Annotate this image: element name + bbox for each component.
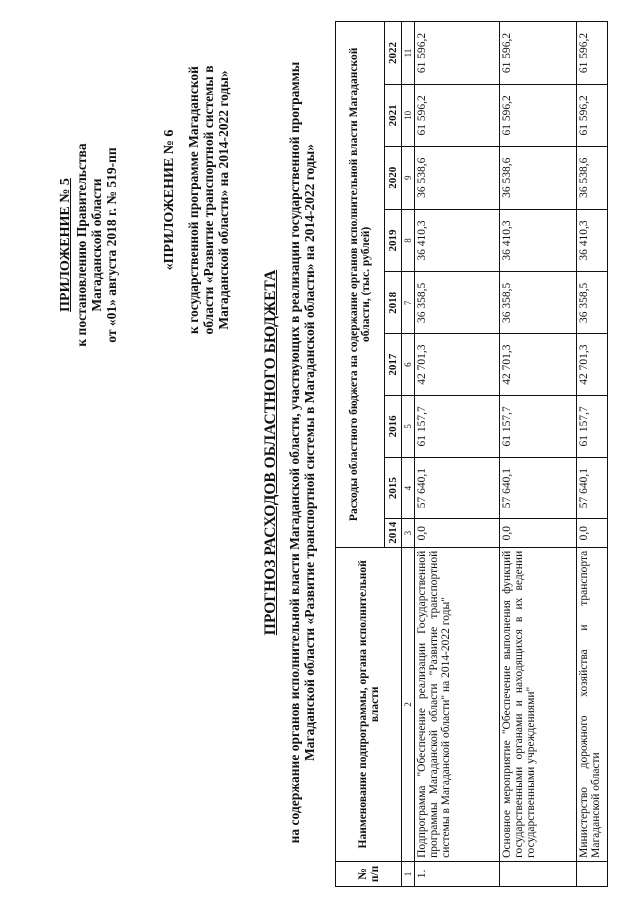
row-value: 0,0 — [500, 519, 577, 547]
appendix-6-body: к государственной программе Магаданской области «Развитие транспортной системы в Магаданской области» на 2014-2022 годы» — [186, 65, 231, 335]
row-value: 57 640,1 — [500, 457, 577, 519]
row-value: 61 157,7 — [577, 395, 608, 457]
row-value: 36 538,6 — [500, 146, 577, 209]
row-value: 61 596,2 — [415, 85, 500, 147]
row-num — [577, 861, 608, 886]
year-header: 2019 — [385, 209, 402, 272]
row-value: 61 596,2 — [500, 85, 577, 147]
header-num: № п/п — [336, 861, 402, 886]
column-index: 2 — [402, 547, 415, 861]
year-header: 2014 — [385, 519, 402, 547]
year-header: 2020 — [385, 146, 402, 209]
column-index: 11 — [402, 22, 415, 85]
row-value: 36 358,5 — [500, 272, 577, 334]
column-index: 10 — [402, 85, 415, 147]
column-index: 7 — [402, 272, 415, 334]
row-value: 0,0 — [415, 519, 500, 547]
year-header: 2022 — [385, 22, 402, 85]
row-value: 0,0 — [577, 519, 608, 547]
row-value: 42 701,3 — [415, 334, 500, 396]
row-value: 36 538,6 — [415, 146, 500, 209]
appendix-5-block — [58, 55, 119, 435]
column-index: 1 — [402, 861, 415, 886]
row-value: 36 358,5 — [415, 272, 500, 334]
row-value: 36 358,5 — [577, 272, 608, 334]
row-name: Основное мероприятие "Обеспечение выполнения функций государственными органами и находящихся в их ведении государственными учреждениями" — [500, 547, 577, 861]
forecast-title: ПРОГНОЗ РАСХОДОВ ОБЛАСТНОГО БЮДЖЕТА — [262, 269, 279, 636]
appendix-5-title: ПРИЛОЖЕНИЕ № 5 — [58, 178, 73, 312]
year-header: 2015 — [385, 457, 402, 519]
appendix-5-line-3: от «01» августа 2018 г. № 519-пп — [104, 147, 119, 343]
appendix-6-title: «ПРИЛОЖЕНИЕ № 6 — [162, 129, 177, 271]
appendix-5-line-2: Магаданской области — [89, 178, 104, 312]
row-value: 36 410,3 — [415, 209, 500, 272]
row-num — [500, 861, 577, 886]
row-value: 61 596,2 — [415, 22, 500, 85]
year-header: 2017 — [385, 334, 402, 396]
year-header: 2021 — [385, 85, 402, 147]
column-index: 8 — [402, 209, 415, 272]
row-value: 42 701,3 — [577, 334, 608, 396]
forecast-heading — [262, 20, 317, 885]
row-value: 42 701,3 — [500, 334, 577, 396]
row-value: 61 157,7 — [415, 395, 500, 457]
table-row — [415, 22, 500, 887]
column-index: 3 — [402, 519, 415, 547]
row-value: 36 410,3 — [577, 209, 608, 272]
expenses-table — [335, 21, 608, 887]
header-name: Наименование подпрограммы, органа исполнительной власти — [336, 547, 402, 861]
column-index: 4 — [402, 457, 415, 519]
header-expenses: Расходы областного бюджета на содержание органов исполнительной власти Магаданской области, (тыс. рублей) — [336, 22, 385, 548]
row-name: Министерство дорожного хозяйства и транспорта Магаданской области — [577, 547, 608, 861]
appendix-6-block — [162, 55, 231, 345]
column-index-row — [402, 22, 415, 887]
column-index: 5 — [402, 395, 415, 457]
column-index: 9 — [402, 146, 415, 209]
year-header: 2018 — [385, 272, 402, 334]
row-value: 61 157,7 — [500, 395, 577, 457]
year-header: 2016 — [385, 395, 402, 457]
row-value: 36 538,6 — [577, 146, 608, 209]
row-value: 36 410,3 — [500, 209, 577, 272]
row-value: 57 640,1 — [415, 457, 500, 519]
appendix-5-line-1: к постановлению Правительства — [74, 143, 89, 347]
row-value: 61 596,2 — [577, 85, 608, 147]
table-row — [577, 22, 608, 887]
row-value: 61 596,2 — [500, 22, 577, 85]
row-value: 61 596,2 — [577, 22, 608, 85]
row-value: 57 640,1 — [577, 457, 608, 519]
row-num: 1. — [415, 861, 500, 886]
column-index: 6 — [402, 334, 415, 396]
table-row — [500, 22, 577, 887]
row-name: Подпрограмма "Обеспечение реализации Государственной программы Магаданской области "Развитие транспортной системы в Магаданской области" на 2014-2022 годы" — [415, 547, 500, 861]
forecast-subtitle: на содержание органов исполнительной власти Магаданской области, участвующих в реализации государственной программы Магаданской области «Развитие транспортной системы в Магаданской области» на 2014-2022 годы» — [287, 61, 317, 844]
